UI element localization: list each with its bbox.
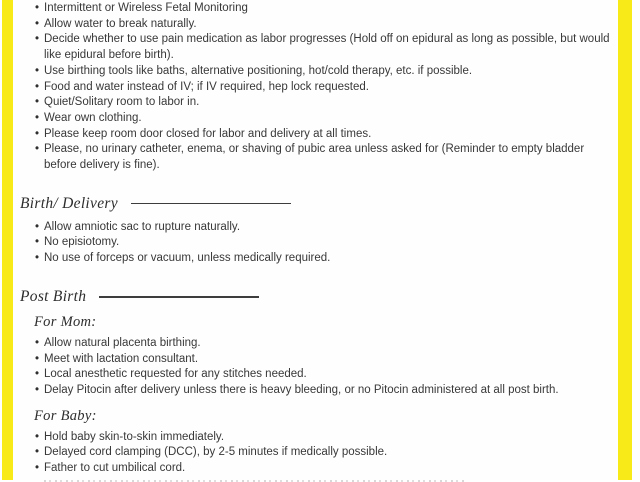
section-title: Birth/ Delivery — [20, 194, 118, 212]
list-item: • Father to cut umbilical cord. — [35, 461, 610, 477]
document-content — [20, 1, 610, 482]
for-mom-list — [20, 336, 610, 399]
heading-rule — [99, 296, 259, 298]
section-title: Post Birth — [20, 287, 87, 305]
list-item: • No use of forceps or vacuum, unless medically required. — [35, 251, 610, 267]
list-item: • Use birthing tools like baths, alternative positioning, hot/cold therapy, etc. if possible. — [35, 64, 610, 80]
section-heading-post-birth — [20, 287, 610, 307]
list-item: • Meet with lactation consultant. — [35, 352, 610, 368]
list-item: • Please keep room door closed for labor and delivery at all times. — [35, 127, 610, 143]
list-item: • Allow amniotic sac to rupture naturally. — [35, 220, 610, 236]
list-item: • Allow water to break naturally. — [35, 17, 610, 33]
list-item: • Wear own clothing. — [35, 111, 610, 127]
list-item: • No episiotomy. — [35, 235, 610, 251]
list-item: • Please, no urinary catheter, enema, or shaving of pubic area unless asked for (Reminder to empty bladder before delivery is fine). — [35, 142, 610, 173]
for-baby-list — [20, 430, 610, 477]
section-heading-birth-delivery — [20, 194, 610, 214]
list-item: • Intermittent or Wireless Fetal Monitoring — [35, 1, 610, 17]
list-item: • Allow natural placenta birthing. — [35, 336, 610, 352]
heading-rule — [131, 203, 291, 205]
list-item: • Food and water instead of IV; if IV required, hep lock requested. — [35, 80, 610, 96]
page-border-left — [2, 0, 13, 480]
list-item: • Quiet/Solitary room to labor in. — [35, 95, 610, 111]
page-border-right — [618, 0, 632, 480]
list-item: • Delay Pitocin after delivery unless there is heavy bleeding, or no Pitocin administered at all post birth. — [35, 383, 610, 399]
subsection-heading-for-baby: For Baby: — [34, 407, 97, 424]
list-item: • Delayed cord clamping (DCC), by 2-5 minutes if medically possible. — [35, 445, 610, 461]
subsection-heading-for-mom: For Mom: — [34, 313, 97, 330]
list-item: • Local anesthetic requested for any stitches needed. — [35, 367, 610, 383]
birth-delivery-list — [20, 220, 610, 267]
list-item: • Decide whether to use pain medication as labor progresses (Hold off on epidural as long as possible, but would like epidural before birth). — [35, 32, 610, 63]
list-item: • Hold baby skin-to-skin immediately. — [35, 430, 610, 446]
labor-list — [20, 1, 610, 174]
